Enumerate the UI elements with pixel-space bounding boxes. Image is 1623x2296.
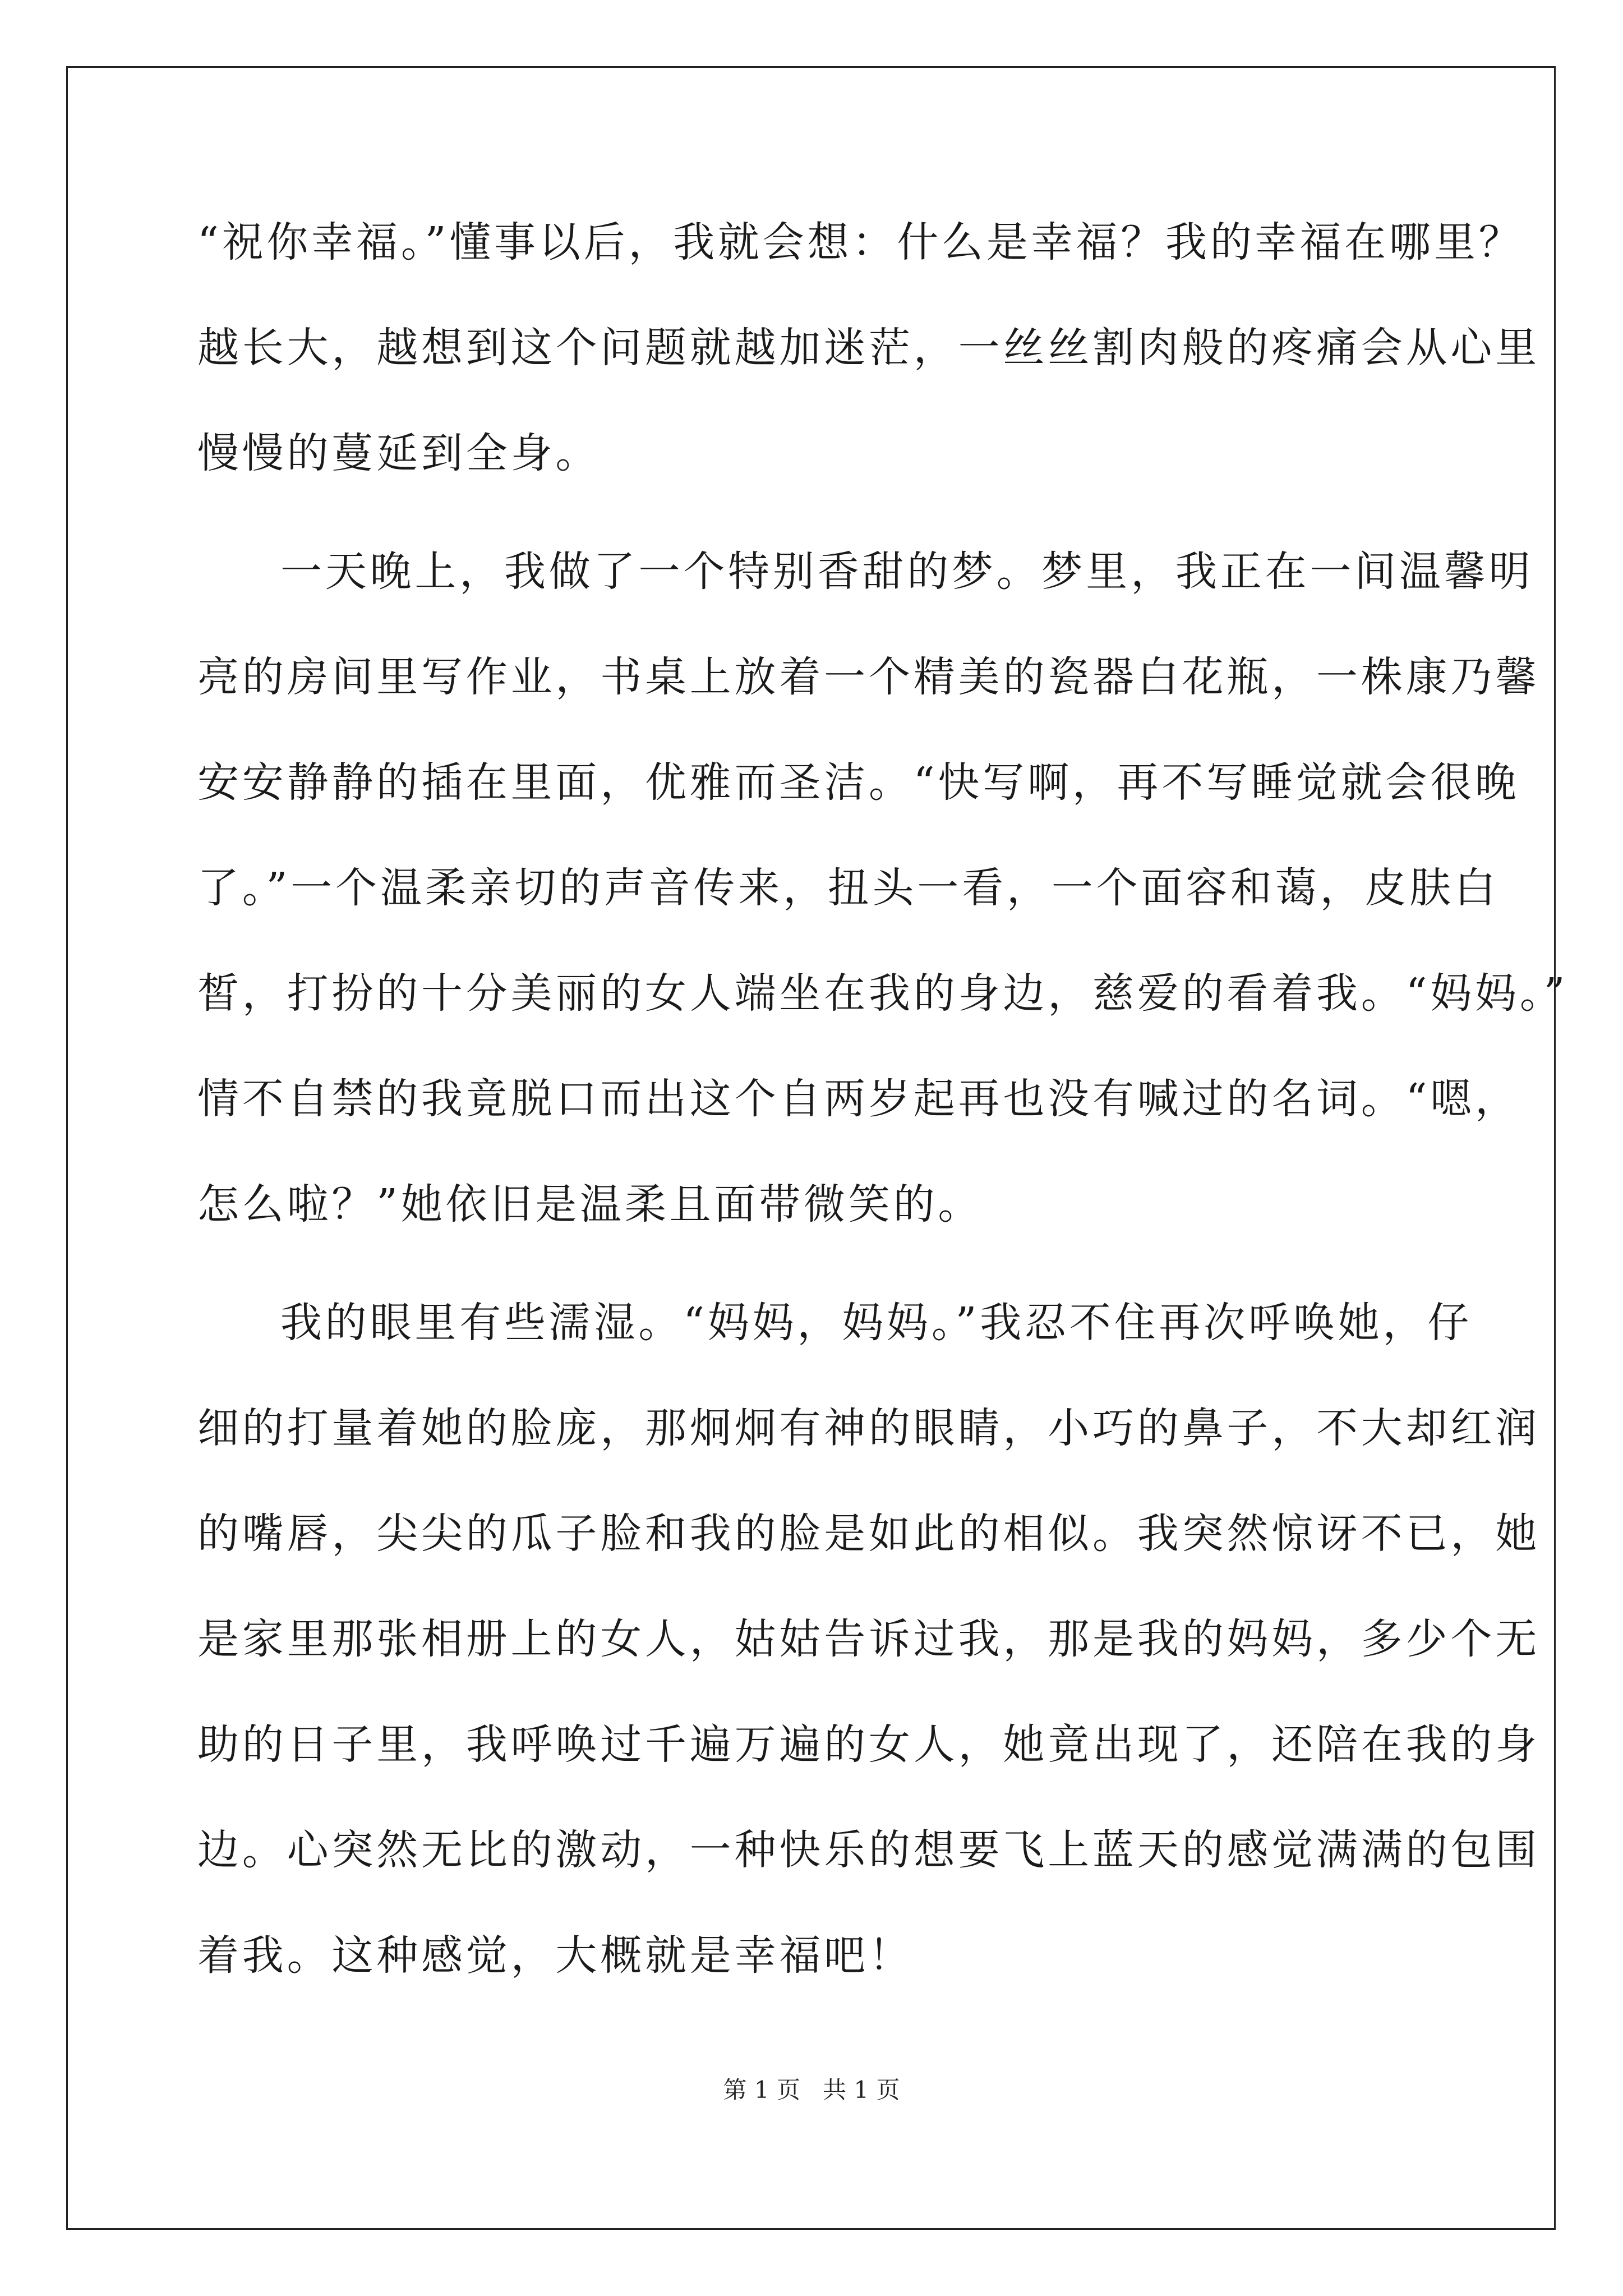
text-line: 一天晚上，我做了一个特别香甜的梦。梦里，我正在一间温馨明: [280, 547, 1534, 596]
paragraph-3: [197, 1283, 1540, 2022]
page-footer: 第 1 页 共 1 页: [723, 2076, 900, 2104]
text-line: 了。”一个温柔亲切的声音传来，扭头一看，一个面容和蔼，皮肤白: [197, 864, 1499, 912]
text-line: 怎么啦？”她依旧是温柔且面带微笑的。: [197, 1180, 983, 1228]
text-line: 慢慢的蔓延到全身。: [197, 429, 601, 477]
text-line: 是家里那张相册上的女人，姑姑告诉过我，那是我的妈妈，多少个无: [197, 1615, 1540, 1663]
document-body: [197, 203, 1569, 2022]
text-line: 皙，打扮的十分美丽的女人端坐在我的身边，慈爱的看着我。“妈妈。”: [197, 969, 1569, 1018]
text-line: “祝你幸福。”懂事以后，我就会想：什么是幸福？我的幸福在哪里？: [197, 218, 1524, 266]
paragraph-1: [197, 203, 1540, 519]
text-line: 亮的房间里写作业，书桌上放着一个精美的瓷器白花瓶，一株康乃馨: [197, 653, 1540, 701]
text-line: 着我。这种感觉，大概就是幸福吧！: [197, 1931, 914, 1980]
text-line: 细的打量着她的脸庞，那炯炯有神的眼睛，小巧的鼻子，不大却红润: [197, 1404, 1540, 1452]
text-line: 边。心突然无比的激动，一种快乐的想要飞上蓝天的感觉满满的包围: [197, 1826, 1540, 1874]
text-line: 的嘴唇，尖尖的瓜子脸和我的脸是如此的相似。我突然惊讶不已，她: [197, 1510, 1540, 1558]
text-line: 我的眼里有些濡湿。“妈妈，妈妈。”我忍不住再次呼唤她，仔: [280, 1299, 1473, 1347]
text-line: 情不自禁的我竟脱口而出这个自两岁起再也没有喊过的名词。“嗯，: [197, 1075, 1520, 1123]
text-line: 越长大，越想到这个问题就越加迷茫，一丝丝割肉般的疼痛会从心里: [197, 324, 1540, 372]
text-line: 安安静静的插在里面，优雅而圣洁。“快写啊，再不写睡觉就会很晚: [197, 758, 1520, 807]
paragraph-2: [197, 532, 1569, 1271]
text-line: 助的日子里，我呼唤过千遍万遍的女人，她竟出现了，还陪在我的身: [197, 1720, 1540, 1769]
